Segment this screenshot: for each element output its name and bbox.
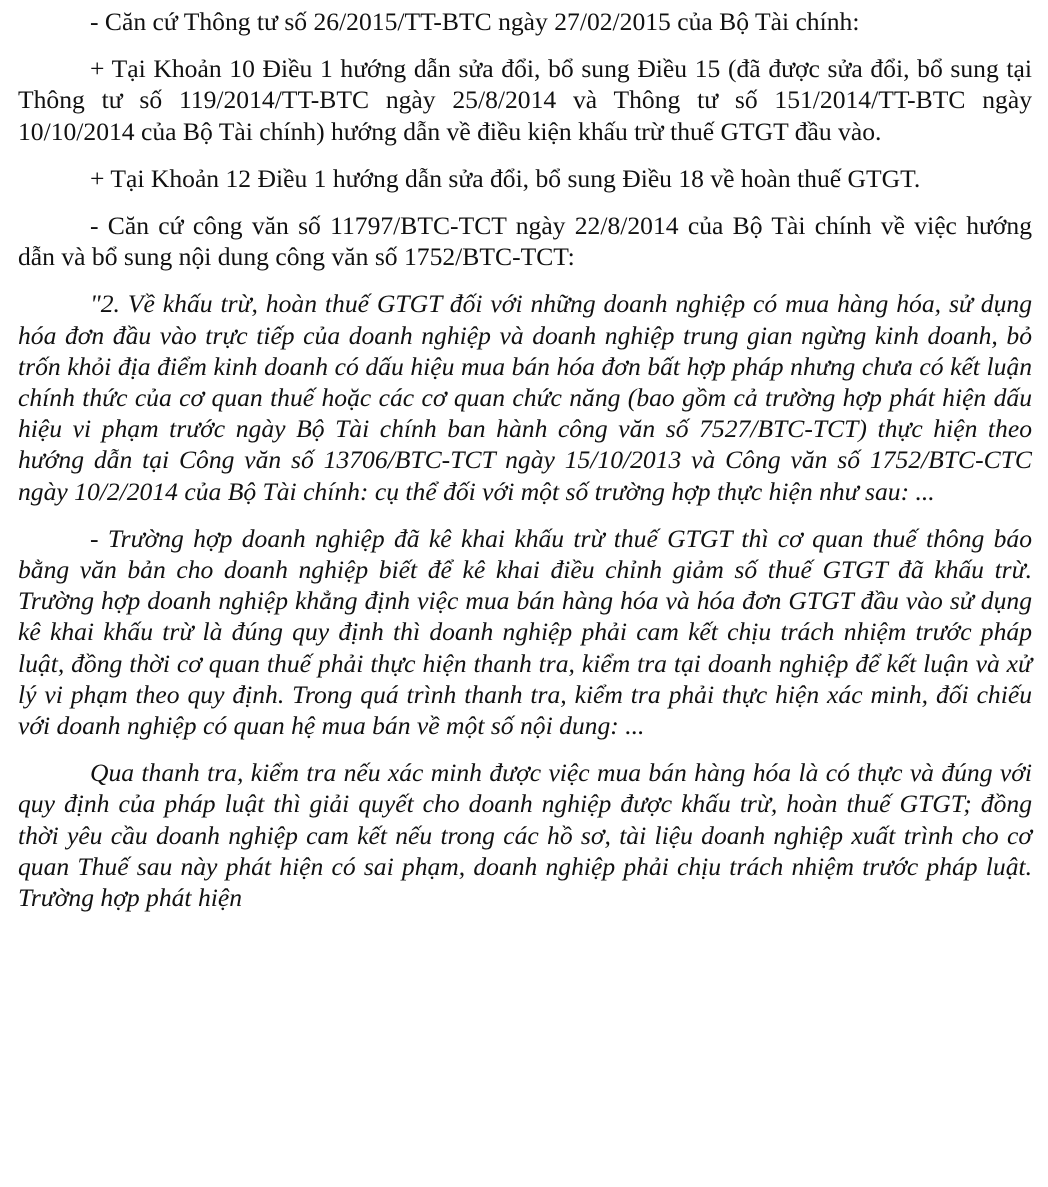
paragraph-official-letter-11797: - Căn cứ công văn số 11797/BTC-TCT ngày 22/8/2014 của Bộ Tài chính về việc hướng dẫn và bổ sung nội dung công văn số 1752/BTC-TCT: [18,211,1032,272]
paragraph-quote-item-2: "2. Về khấu trừ, hoàn thuế GTGT đối với những doanh nghiệp có mua hàng hóa, sử dụng hóa đơn đầu vào trực tiếp của doanh nghiệp và doanh nghiệp trung gian ngừng kinh doanh, bỏ trốn khỏi địa điểm kinh doanh có dấu hiệu mua bán hóa đơn bất hợp pháp nhưng chưa có kết luận chính thức của cơ quan thuế hoặc các cơ quan chức năng (bao gồm cả trường hợp phát hiện dấu hiệu vi phạm trước ngày Bộ Tài chính ban hành công văn số 7527/BTC-TCT) thực hiện theo hướng dẫn tại Công văn số 13706/BTC-TCT ngày 15/10/2013 và Công văn số 1752/BTC-CTC ngày 10/2/2014 của Bộ Tài chính: cụ thể đối với một số trường hợp thực hiện như sau: ... [18,289,1032,506]
paragraph-quote-declared-deduction: - Trường hợp doanh nghiệp đã kê khai khấu trừ thuế GTGT thì cơ quan thuế thông báo bằng văn bản cho doanh nghiệp biết để kê khai điều chỉnh giảm số thuế GTGT đã khấu trừ. Trường hợp doanh nghiệp khẳng định việc mua bán hàng hóa và hóa đơn GTGT đầu vào sử dụng kê khai khấu trừ là đúng quy định thì doanh nghiệp phải cam kết chịu trách nhiệm trước pháp luật, đồng thời cơ quan thuế phải thực hiện thanh tra, kiểm tra tại doanh nghiệp để kết luận và xử lý vi phạm theo quy định. Trong quá trình thanh tra, kiểm tra phải thực hiện xác minh, đối chiếu với doanh nghiệp có quan hệ mua bán về một số nội dung: ... [18,523,1032,741]
paragraph-quote-inspection: Qua thanh tra, kiểm tra nếu xác minh được việc mua bán hàng hóa là có thực và đúng với quy định của pháp luật thì giải quyết cho doanh nghiệp được khấu trừ, hoàn thuế GTGT; đồng thời yêu cầu doanh nghiệp cam kết nếu trong các hồ sơ, tài liệu doanh nghiệp xuất trình cho cơ quan Thuế sau này phát hiện có sai phạm, doanh nghiệp phải chịu trách nhiệm trước pháp luật. Trường hợp phát hiện [18,758,1032,913]
paragraph-circular-26-2015: - Căn cứ Thông tư số 26/2015/TT-BTC ngày 27/02/2015 của Bộ Tài chính: [90,7,860,36]
paragraph-clause-10: + Tại Khoản 10 Điều 1 hướng dẫn sửa đổi, bổ sung Điều 15 (đã được sửa đổi, bổ sung tại Thông tư số 119/2014/TT-BTC ngày 25/8/2014 và Thông tư số 151/2014/TT-BTC ngày 10/10/2014 của Bộ Tài chính) hướng dẫn về điều kiện khấu trừ thuế GTGT đầu vào. [18,54,1032,146]
paragraph-clause-12: + Tại Khoản 12 Điều 1 hướng dẫn sửa đổi, bổ sung Điều 18 về hoàn thuế GTGT. [90,163,921,193]
